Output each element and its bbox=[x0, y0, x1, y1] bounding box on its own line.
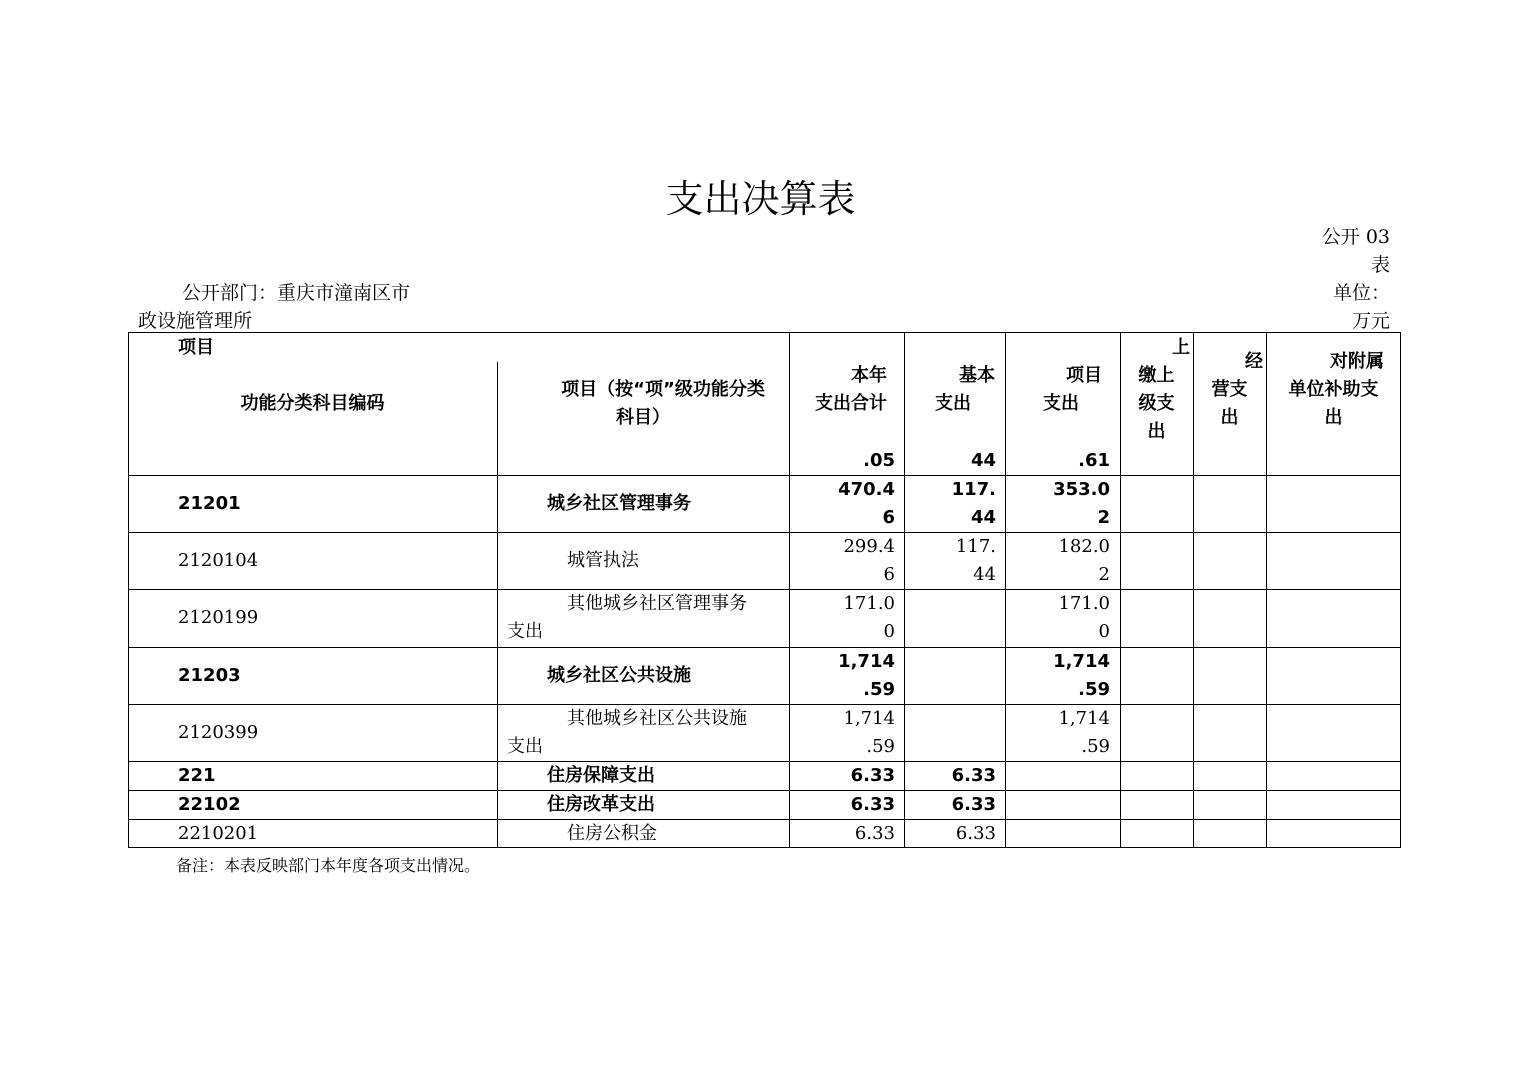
row-total: 6.33 bbox=[850, 794, 895, 815]
row-code: 2120399 bbox=[178, 722, 259, 743]
header-business-line1: 经 bbox=[1245, 351, 1263, 372]
row-code: 2210201 bbox=[178, 823, 259, 844]
row-basic: 44 bbox=[970, 507, 996, 528]
header-subsidy-line1: 对附属 bbox=[1330, 351, 1384, 372]
header-subsidy-line2: 单位补助支 bbox=[1288, 379, 1379, 400]
unit-label: 单位： bbox=[1332, 282, 1390, 304]
grid-line bbox=[128, 532, 1401, 533]
header-upper-line2: 缴上 bbox=[1138, 365, 1175, 386]
header-subsidy-line3: 出 bbox=[1324, 407, 1343, 428]
row-project: 353.0 bbox=[1053, 479, 1110, 500]
row-project: 0 bbox=[1098, 621, 1110, 642]
header-upper-line4: 出 bbox=[1147, 421, 1166, 442]
row-basic: 117. bbox=[951, 479, 996, 500]
row-total: 1,714 bbox=[838, 651, 895, 672]
row-name-cont: 支出 bbox=[507, 736, 543, 757]
carry-basic: 44 bbox=[970, 450, 996, 471]
header-name-line2: 科目） bbox=[616, 407, 670, 428]
grid-line bbox=[128, 819, 1401, 820]
row-name: 其他城乡社区管理事务 bbox=[567, 593, 747, 614]
department-line1: 公开部门：重庆市潼南区市 bbox=[182, 282, 411, 304]
header-group: 项目 bbox=[178, 337, 214, 358]
header-upper-line3: 级支 bbox=[1138, 393, 1175, 414]
footnote: 备注：本表反映部门本年度各项支出情况。 bbox=[176, 856, 481, 875]
row-project: 171.0 bbox=[1058, 593, 1110, 614]
row-basic: 6.33 bbox=[955, 823, 996, 844]
header-code: 功能分类科目编码 bbox=[240, 393, 385, 414]
row-project: 2 bbox=[1098, 564, 1110, 585]
unit-value: 万元 bbox=[1351, 310, 1390, 332]
row-code: 2120104 bbox=[178, 550, 259, 571]
row-basic: 117. bbox=[955, 536, 996, 557]
row-total: 299.4 bbox=[843, 536, 895, 557]
row-project: 182.0 bbox=[1058, 536, 1110, 557]
grid-line bbox=[128, 589, 1401, 590]
row-basic: 6.33 bbox=[951, 794, 996, 815]
page-title: 支出决算表 bbox=[665, 177, 856, 221]
row-total: 470.4 bbox=[838, 479, 895, 500]
row-total: 6.33 bbox=[854, 823, 895, 844]
row-total: 6.33 bbox=[850, 765, 895, 786]
row-code: 21203 bbox=[178, 665, 241, 686]
row-project: 1,714 bbox=[1053, 651, 1110, 672]
header-upper-line1: 上 bbox=[1172, 337, 1190, 358]
row-project: 1,714 bbox=[1058, 708, 1110, 729]
carry-total: .05 bbox=[863, 450, 895, 471]
row-total: 1,714 bbox=[843, 708, 895, 729]
row-total: 171.0 bbox=[843, 593, 895, 614]
department-line2: 政设施管理所 bbox=[138, 310, 253, 332]
row-name-cont: 支出 bbox=[507, 621, 543, 642]
header-business-line2: 营支 bbox=[1211, 379, 1248, 400]
row-name: 其他城乡社区公共设施 bbox=[567, 708, 747, 729]
grid-line bbox=[497, 362, 498, 848]
row-project: 2 bbox=[1097, 507, 1110, 528]
row-total: 0 bbox=[883, 621, 895, 642]
row-total: 6 bbox=[883, 564, 895, 585]
header-basic-line1: 基本 bbox=[959, 365, 995, 386]
form-number-suffix: 表 bbox=[1370, 254, 1390, 276]
header-name-line1: 项目（按“项”级功能分类 bbox=[561, 379, 765, 400]
row-name: 城管执法 bbox=[567, 550, 639, 571]
grid-line bbox=[128, 704, 1401, 705]
form-number: 公开 03 bbox=[1321, 226, 1390, 248]
grid-line bbox=[128, 790, 1401, 791]
row-name: 住房改革支出 bbox=[547, 794, 655, 815]
row-name: 城乡社区管理事务 bbox=[547, 493, 691, 514]
row-name: 城乡社区公共设施 bbox=[547, 665, 691, 686]
grid-line bbox=[128, 761, 1401, 762]
header-basic-line2: 支出 bbox=[935, 393, 971, 414]
row-basic: 6.33 bbox=[951, 765, 996, 786]
row-code: 21201 bbox=[178, 493, 241, 514]
header-business-line3: 出 bbox=[1220, 407, 1239, 428]
row-code: 22102 bbox=[178, 794, 241, 815]
header-project-line2: 支出 bbox=[1043, 393, 1079, 414]
header-total-line1: 本年 bbox=[851, 365, 887, 386]
header-total-line2: 支出合计 bbox=[815, 393, 887, 414]
row-code: 2120199 bbox=[178, 607, 259, 628]
row-total: .59 bbox=[866, 736, 895, 757]
row-total: .59 bbox=[863, 679, 895, 700]
grid-line bbox=[128, 475, 1401, 476]
row-name: 住房保障支出 bbox=[547, 765, 655, 786]
row-code: 221 bbox=[178, 765, 216, 786]
row-total: 6 bbox=[882, 507, 895, 528]
row-project: .59 bbox=[1081, 736, 1110, 757]
row-name: 住房公积金 bbox=[567, 823, 657, 844]
grid-line bbox=[128, 647, 1401, 648]
row-basic: 44 bbox=[973, 564, 996, 585]
carry-project: .61 bbox=[1078, 450, 1110, 471]
header-project-line1: 项目 bbox=[1066, 365, 1102, 386]
row-project: .59 bbox=[1078, 679, 1110, 700]
